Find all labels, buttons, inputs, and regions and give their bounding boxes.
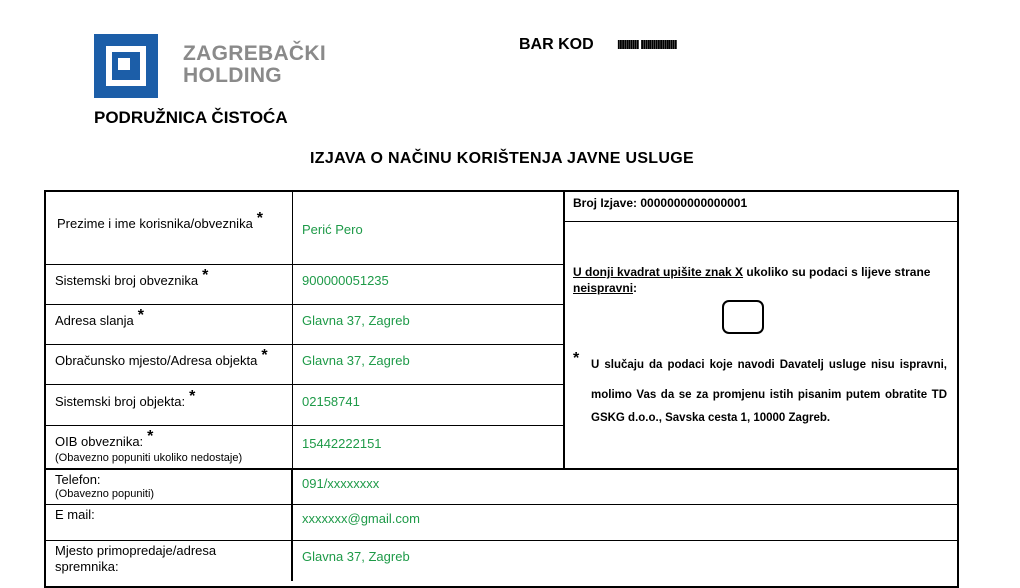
barcode-label: BAR KOD: [519, 36, 594, 53]
table-divider: [563, 192, 565, 468]
form-title: IZJAVA O NAČINU KORIŠTENJA JAVNE USLUGE: [310, 150, 694, 167]
value-object-number[interactable]: 02158741: [302, 394, 360, 409]
label-name: Prezime i ime korisnika/obveznika *: [57, 210, 264, 231]
value-system-number[interactable]: 900000051235: [302, 273, 389, 288]
incorrect-data-checkbox[interactable]: [722, 300, 764, 334]
label-phone-note: (Obavezno popuniti): [55, 488, 155, 500]
logo-core: [118, 58, 130, 70]
label-oib: OIB obveznika: * (Obavezno popuniti ukoliko nedostaje): [55, 428, 243, 464]
table-divider: [292, 192, 293, 468]
row-divider: [46, 384, 564, 385]
brand-line-1: ZAGREBAČKI: [183, 42, 326, 65]
label-oib-note: (Obavezno popuniti ukoliko nedostaje): [55, 452, 243, 464]
note-asterisk: *: [573, 350, 580, 367]
row-divider: [46, 540, 957, 541]
label-handover-location: Mjesto primopredaje/adresa spremnika:: [55, 543, 217, 574]
row-divider: [46, 304, 564, 305]
label-object-number: Sistemski broj objekta: *: [55, 388, 196, 409]
label-phone: Telefon: (Obavezno popuniti): [55, 472, 155, 500]
value-phone[interactable]: 091/xxxxxxxx: [302, 476, 380, 491]
label-billing-location: Obračunsko mjesto/Adresa objekta *: [55, 347, 268, 368]
note-line-1: U slučaju da podaci koje navodi Davatelj usluge nisu ispravni,: [591, 359, 947, 371]
row-divider: [46, 425, 564, 426]
row-divider: [46, 344, 564, 345]
value-name[interactable]: Perić Pero: [302, 222, 363, 237]
correction-note: [591, 354, 947, 430]
value-mailing-address[interactable]: Glavna 37, Zagreb: [302, 313, 410, 328]
subsidiary-name: PODRUŽNICA ČISTOĆA: [94, 108, 288, 127]
label-mailing-address: Adresa slanja *: [55, 307, 145, 328]
value-billing-location[interactable]: Glavna 37, Zagreb: [302, 353, 410, 368]
row-divider: [565, 221, 957, 222]
table-divider: [291, 470, 293, 581]
value-handover-location[interactable]: Glavna 37, Zagreb: [302, 549, 410, 564]
note-line-2: molimo Vas da se za promjenu istih pisanim putem obratite TD: [591, 389, 947, 401]
declaration-number: Broj Izjave: 0000000000000001: [573, 196, 748, 210]
note-line-3: GSKG d.o.o., Savska cesta 1, 10000 Zagreb.: [591, 412, 831, 424]
brand-line-2: HOLDING: [183, 64, 282, 87]
label-system-number: Sistemski broj obveznika *: [55, 267, 209, 288]
instruction-text: U donji kvadrat upišite znak X ukoliko su podaci s lijeve strane neispravni:: [573, 265, 931, 295]
value-oib[interactable]: 15442222151: [302, 436, 382, 451]
label-email: E mail:: [55, 507, 95, 522]
brand-name: [183, 43, 326, 87]
value-email[interactable]: xxxxxxx@gmail.com: [302, 511, 420, 526]
row-divider: [46, 504, 957, 505]
row-divider: [46, 264, 564, 265]
barcode: IIIIIIIIII IIIIIIIIIIIIIIIII: [617, 37, 677, 52]
